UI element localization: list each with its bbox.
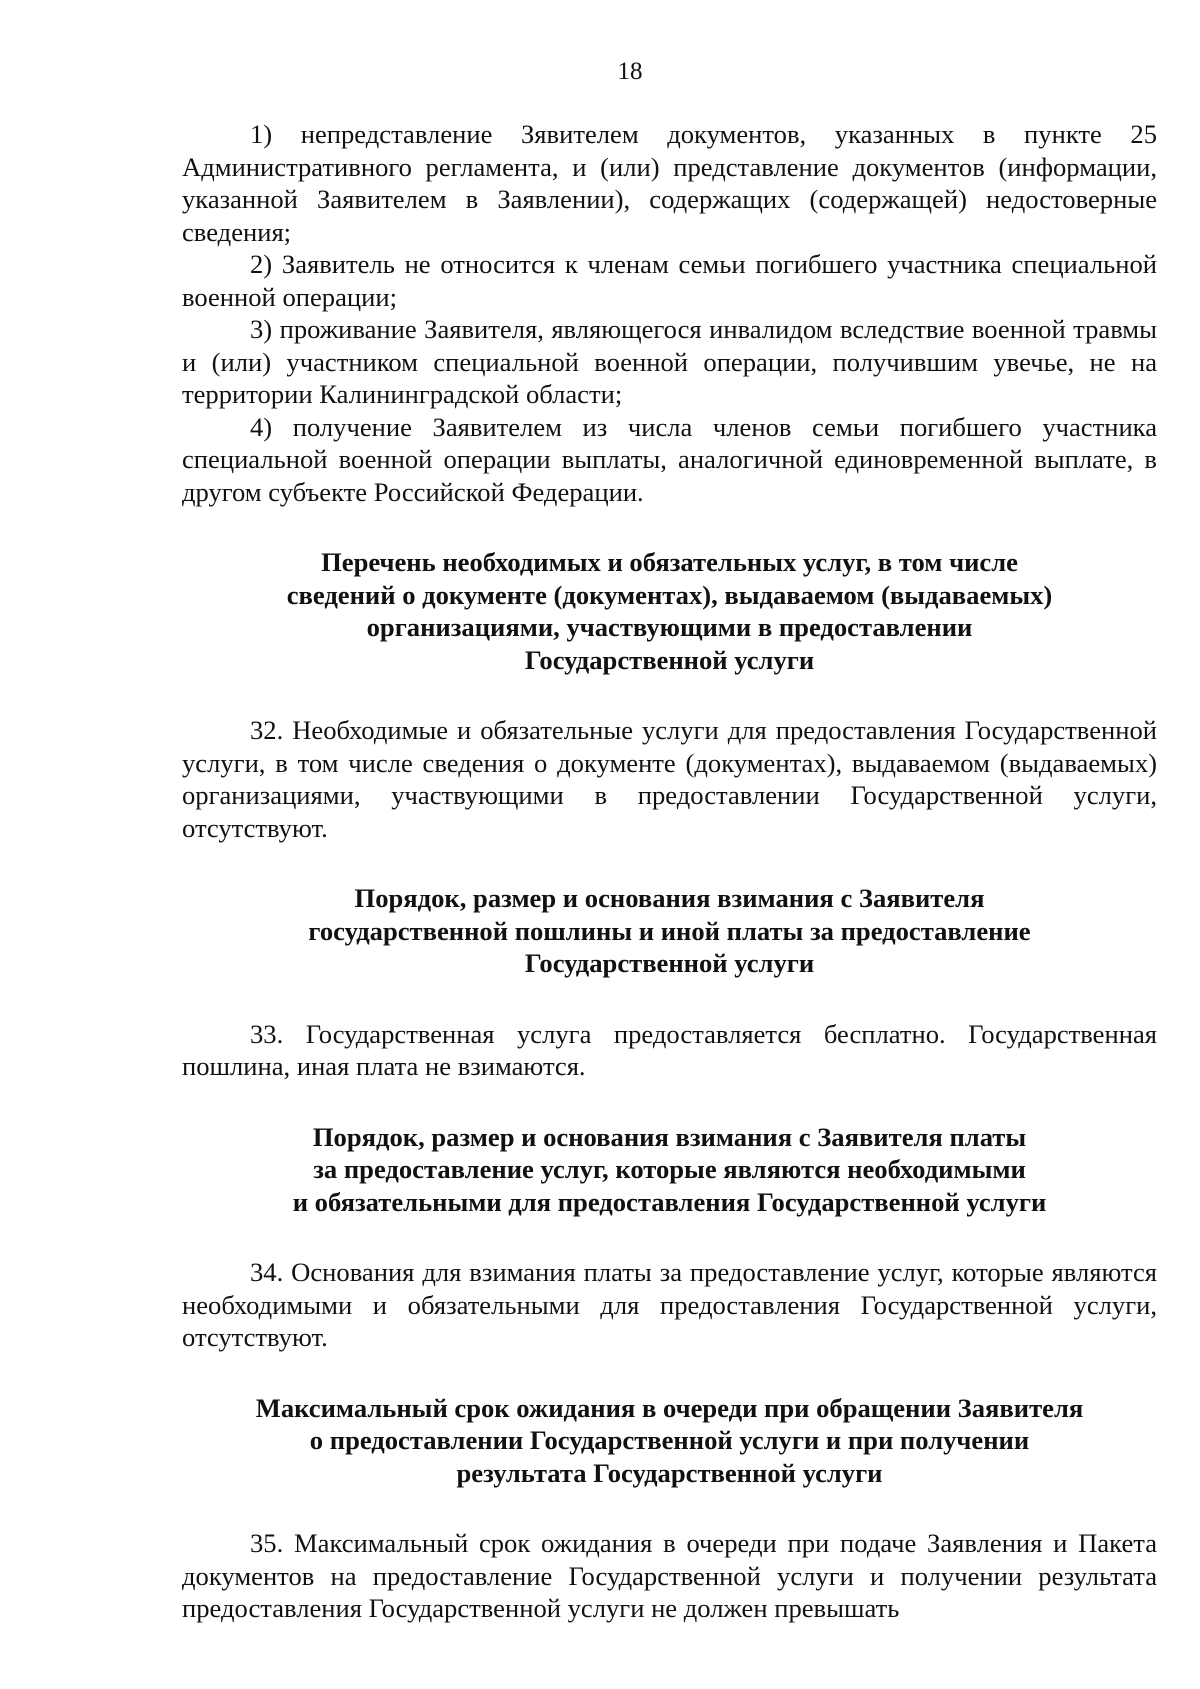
paragraph-34: 34. Основания для взимания платы за предоставление услуг, которые являются необходимыми и обязательными для предоставления Государственной услуги, отсутствуют.: [182, 1257, 1157, 1352]
heading-line: Порядок, размер и основания взимания с Заявителя платы: [312, 1121, 1027, 1152]
list-item-3: 3) проживание Заявителя, являющегося инвалидом вследствие военной травмы и (или) участником специальной военной операции, получившим увечье, не на территории Калининградской области;: [182, 314, 1157, 409]
paragraph-33: 33. Государственная услуга предоставляется бесплатно. Государственная пошлина, иная плата не взимаются.: [182, 1018, 1157, 1081]
paragraph-35: 35. Максимальный срок ожидания в очереди при подаче Заявления и Пакета документов на предоставление Государственной услуги и получении результата предоставления Государственной услуги не должен превышать: [182, 1528, 1157, 1623]
section-heading-required-services: [182, 546, 1157, 676]
heading-line: государственной пошлины и иной платы за предоставление: [308, 915, 1031, 946]
heading-line: результата Государственной услуги: [456, 1457, 883, 1488]
heading-line: Перечень необходимых и обязательных услуг, в том числе: [321, 547, 1018, 577]
list-item-2: 2) Заявитель не относится к членам семьи погибшего участника специальной военной операции;: [182, 249, 1157, 312]
section-heading-state-duty: [182, 882, 1157, 980]
heading-line: Государственной услуги: [524, 644, 815, 675]
section-heading-service-fees: [182, 1121, 1157, 1219]
heading-line: и обязательными для предоставления Государственной услуги: [292, 1186, 1047, 1217]
section-heading-queue-time: [182, 1392, 1157, 1490]
heading-line: за предоставление услуг, которые являются необходимыми: [313, 1154, 1026, 1184]
heading-line: организациями, участвующими в предоставлении: [366, 612, 973, 642]
page-number: 18: [617, 58, 643, 85]
heading-line: о предоставлении Государственной услуги и при получении: [309, 1425, 1030, 1455]
list-item-4: 4) получение Заявителем из числа членов семьи погибшего участника специальной военной операции выплаты, аналогичной единовременной выплате, в другом субъекте Российской Федерации.: [182, 411, 1157, 507]
heading-line: сведений о документе (документах), выдаваемом (выдаваемых): [286, 579, 1053, 610]
heading-line: Порядок, размер и основания взимания с Заявителя: [354, 883, 985, 913]
heading-line: Государственной услуги: [524, 948, 815, 978]
heading-line: Максимальный срок ожидания в очереди при обращении Заявителя: [255, 1392, 1084, 1423]
list-item-1: 1) непредставление Зявителем документов, указанных в пункте 25 Административного регламента, и (или) представление документов (информации, указанной Заявителем в Заявлении), содержащих (содержащей) недостоверные сведения;: [182, 119, 1157, 247]
document-body: [182, 118, 1157, 1625]
paragraph-32: 32. Необходимые и обязательные услуги для предоставления Государственной услуги, в том числе сведения о документе (документах), выдаваемом (выдаваемых) организациями, участвующими в предоставлении Государственной услуги, отсутствуют.: [182, 715, 1157, 843]
